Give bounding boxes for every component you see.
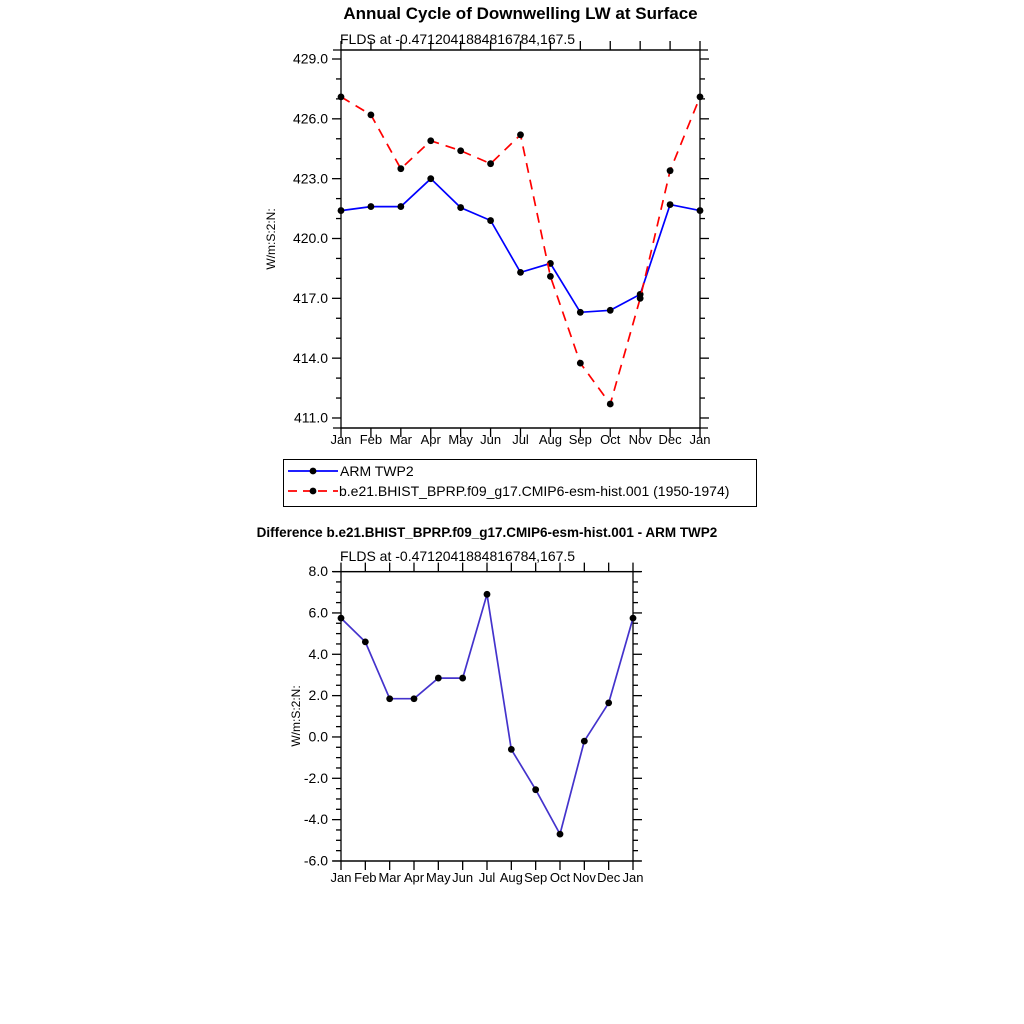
chart1-marker [487, 217, 494, 224]
chart1-ytick-label: 420.0 [292, 230, 328, 247]
chart1-marker [397, 165, 404, 172]
chart1-ytick-label: 423.0 [292, 170, 328, 187]
chart2-marker [338, 615, 345, 622]
chart1-marker [607, 307, 614, 314]
chart2-marker [435, 675, 442, 682]
chart1-ytick-label: 426.0 [292, 110, 328, 127]
chart2-month-label: Oct [549, 870, 571, 885]
chart2-month-label: Apr [403, 870, 425, 885]
chart1-series-1 [338, 93, 704, 407]
chart1-marker [547, 273, 554, 280]
chart2-subtitle: FLDS at -0.4712041884816784,167.5 [340, 548, 576, 564]
chart2-title: Difference b.e21.BHIST_BPRP.f09_g17.CMIP6-esm-hist.001 - ARM TWP2 [256, 525, 718, 540]
chart2-month-label: Jan [622, 870, 644, 885]
chart1-title: Annual Cycle of Downwelling LW at Surface [343, 4, 698, 23]
chart2-ytick-label: 2.0 [308, 687, 328, 704]
chart1-month-label: Feb [359, 432, 383, 447]
chart1-marker [427, 137, 434, 144]
legend-entry-model-run: b.e21.BHIST_BPRP.f09_g17.CMIP6-esm-hist.001 (1950-1974) [339, 483, 730, 499]
chart2-marker [362, 638, 369, 645]
chart1-month-label: Jan [330, 432, 352, 447]
chart1-axes [332, 41, 709, 437]
chart2-marker [484, 591, 491, 598]
chart1-month-label: Jan [689, 432, 711, 447]
chart2-month-label: Jul [478, 870, 496, 885]
chart1-ytick-label: 414.0 [292, 349, 328, 366]
chart1-marker [607, 401, 614, 408]
chart1-month-label: Sep [568, 432, 592, 447]
chart1-y-axis-label: W/m:S:2:N: [264, 208, 278, 270]
chart1-ytick-label: 417.0 [292, 289, 328, 306]
chart1-month-label: Dec [658, 432, 682, 447]
chart2-month-label: May [426, 870, 451, 885]
chart1-marker [457, 204, 464, 211]
chart1-subtitle: FLDS at -0.4712041884816784,167.5 [340, 31, 576, 47]
chart2-month-label: Jun [452, 870, 474, 885]
chart2-y-axis-label: W/m:S:2:N: [289, 685, 303, 747]
chart1-month-label: Nov [628, 432, 652, 447]
chart1-marker [667, 167, 674, 174]
chart1-month-label: Mar [389, 432, 413, 447]
chart1-series-0 [338, 175, 704, 315]
chart1-month-label: Aug [538, 432, 562, 447]
chart2-marker [386, 695, 393, 702]
chart2-month-label: Aug [499, 870, 523, 885]
chart2-ytick-label: 6.0 [308, 604, 328, 621]
chart1-marker [368, 203, 375, 210]
chart1-marker [457, 147, 464, 154]
chart1-marker [338, 93, 345, 100]
chart1-marker [637, 295, 644, 302]
chart2-marker [508, 746, 515, 753]
chart2-month-label: Nov [572, 870, 596, 885]
chart2-month-label: Dec [597, 870, 621, 885]
chart1-marker [368, 111, 375, 118]
chart2-tick-labels [304, 563, 644, 885]
chart1-marker [338, 207, 345, 214]
chart2-marker [557, 831, 564, 838]
chart1-marker [577, 309, 584, 316]
chart2-month-label: Jan [330, 870, 352, 885]
chart1-marker [697, 93, 704, 100]
chart1-line-0 [341, 179, 700, 313]
chart2-marker [630, 615, 637, 622]
chart1-marker [577, 360, 584, 367]
chart2-axes [332, 563, 642, 870]
chart1-marker [427, 175, 434, 182]
chart2-ytick-label: 4.0 [308, 645, 328, 662]
chart2-marker [459, 675, 466, 682]
chart2-ytick-label: 8.0 [308, 563, 328, 580]
chart2-marker [411, 695, 418, 702]
chart1-month-label: Jul [512, 432, 529, 447]
chart1-marker [517, 269, 524, 276]
chart1-marker [697, 207, 704, 214]
chart1-tick-labels [293, 51, 711, 447]
chart2-ytick-label: -2.0 [303, 769, 328, 786]
chart2-marker [581, 738, 588, 745]
chart1-month-label: May [448, 432, 473, 447]
chart1-month-label: Oct [600, 432, 621, 447]
chart1-marker [487, 160, 494, 167]
chart2-month-label: Feb [354, 870, 377, 885]
chart2-ytick-label: -6.0 [303, 852, 328, 869]
chart2-marker [532, 786, 539, 793]
chart1-line-1 [341, 97, 700, 404]
chart1-marker [517, 131, 524, 138]
chart2-ytick-label: -4.0 [303, 811, 328, 828]
chart2-line-0 [341, 594, 633, 834]
chart2-ytick-label: 0.0 [308, 728, 328, 745]
chart1-marker [667, 201, 674, 208]
chart2-marker [605, 699, 612, 706]
legend-entry-arm-twp2: ARM TWP2 [340, 463, 414, 479]
chart1-ytick-label: 411.0 [294, 409, 328, 426]
chart2-series-0 [338, 591, 637, 838]
chart1-month-label: Jun [480, 432, 502, 447]
chart2-month-label: Mar [378, 870, 401, 885]
chart2-month-label: Sep [524, 870, 548, 885]
chart1-ytick-label: 429.0 [292, 50, 328, 67]
chart1-marker [397, 203, 404, 210]
chart1-month-label: Apr [420, 432, 441, 447]
